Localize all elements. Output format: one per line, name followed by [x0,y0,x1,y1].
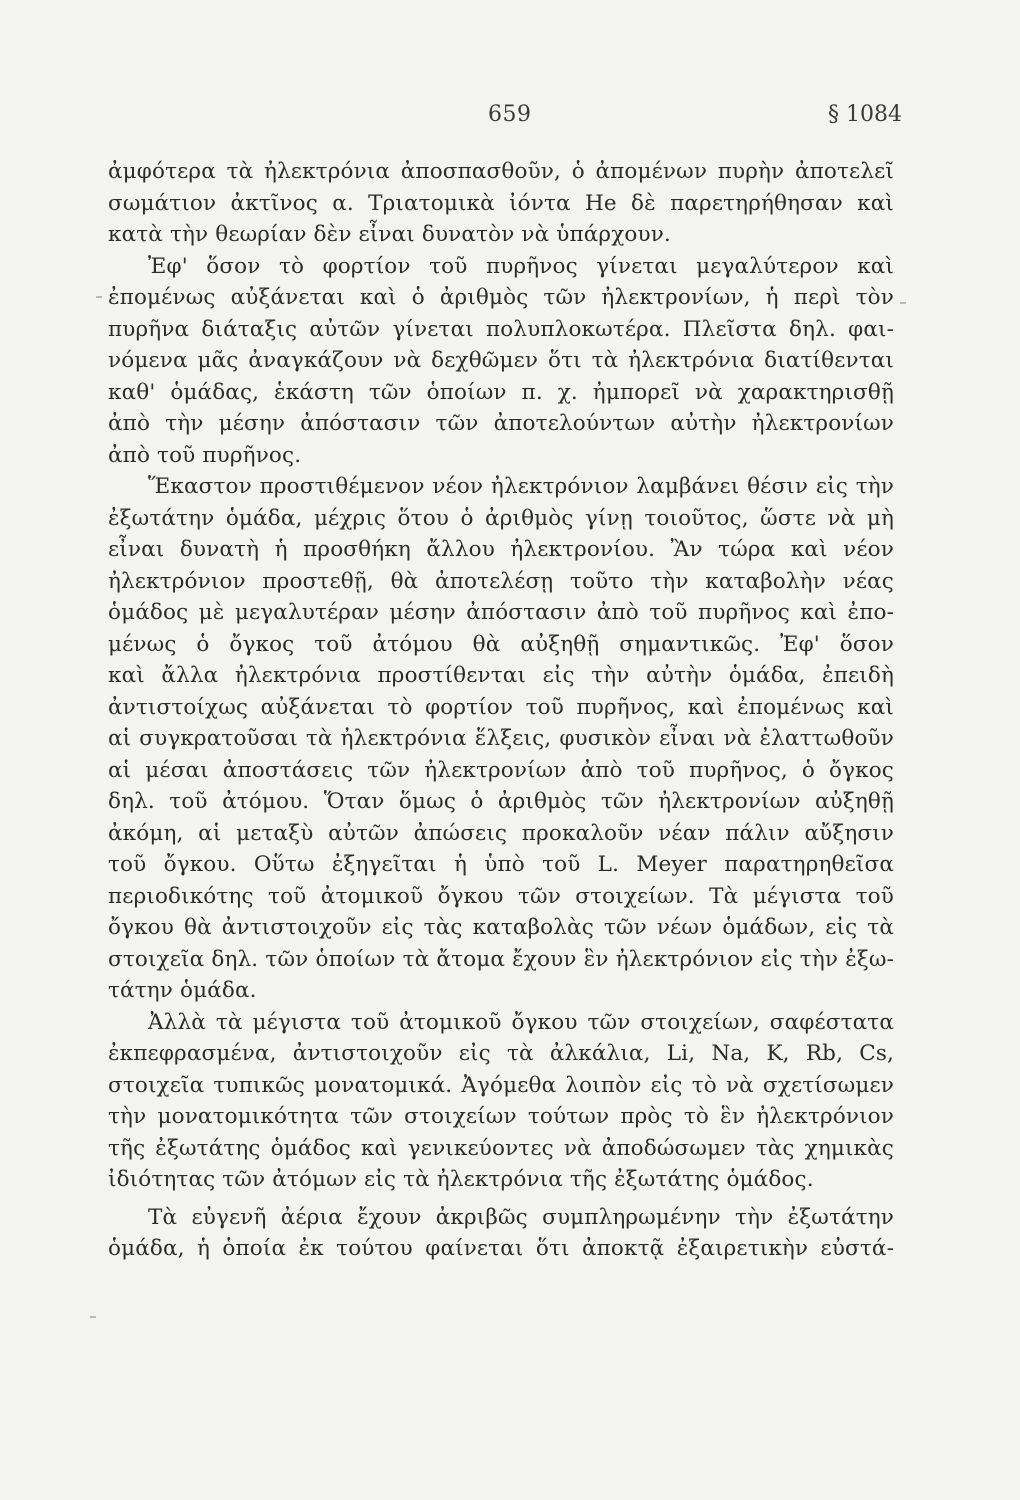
text-line: ἀντιστοίχως αὐξάνεται τὸ φορτίον τοῦ πυρῆνος, καὶ ἐπομένως καὶ [108,694,894,720]
text-line: περιοδικότης τοῦ ἀτομικοῦ ὄγκου τῶν στοιχείων. Τὰ μέγιστα τοῦ [108,883,894,909]
text-line: ἀπὸ τὴν μέσην ἀπόστασιν τῶν ἀποτελούντων αὐτὴν ἠλεκτρονίων [108,411,894,436]
section-number: § 1084 [828,102,902,127]
page-number: 659 [488,102,532,127]
text-line: ὁμάδος μὲ μεγαλυτέραν μέσην ἀπόστασιν ἀπὸ τοῦ πυρῆνος καὶ ἐπο- [108,600,894,625]
text-line: ὄγκου θὰ ἀντιστοιχοῦν εἰς τὰς καταβολὰς τῶν νέων ὁμάδων, εἰς τὰ [108,915,894,940]
text-line: τοῦ ὄγκου. Οὕτω ἐξηγεῖται ἡ ὑπὸ τοῦ L. Meyer παρατηρηθεῖσα [108,852,894,877]
scan-speck [900,302,906,304]
text-line: τῆς ἐξωτάτης ὁμάδος καὶ γενικεύοντες νὰ ἀποδώσωμεν τὰς χημικὰς [108,1135,894,1161]
scan-speck [96,296,102,298]
text-line: μένως ὁ ὄγκος τοῦ ἀτόμου θὰ αὐξηθῇ σημαντικῶς. Ἐφ' ὅσον [108,631,894,657]
text-line: πυρῆνα διάταξις αὐτῶν γίνεται πολυπλοκωτέρα. Πλεῖστα δηλ. φαι- [108,316,894,342]
text-line: καθ' ὁμάδας, ἑκάστη τῶν ὁποίων π. χ. ἠμπορεῖ νὰ χαρακτηρισθῇ [108,379,894,405]
text-line: δηλ. τοῦ ἀτόμου. Ὅταν ὅμως ὁ ἀριθμὸς τῶν ἠλεκτρονίων αὐξηθῇ [108,789,894,814]
text-line: σωμάτιον ἀκτῖνος α. Τριατομικὰ ἰόντα He δὲ παρετηρήθησαν καὶ [108,190,894,216]
text-line: ἠλεκτρόνιον προστεθῇ, θὰ ἀποτελέσῃ τοῦτο τὴν καταβολὴν νέας [108,568,894,594]
text-line: ἀμφότερα τὰ ἠλεκτρόνια ἀποσπασθοῦν, ὁ ἀπομένων πυρὴν ἀποτελεῖ [108,159,894,184]
text-line: στοιχεῖα τυπικῶς μονατομικά. Ἀγόμεθα λοιπὸν εἰς τὸ νὰ σχετίσωμεν [108,1072,894,1098]
text-line: Τὰ εὐγενῆ ἀέρια ἔχουν ἀκριβῶς συμπληρωμένην τὴν ἐξωτάτην [148,1204,894,1230]
text-line: ἐπομένως αὐξάνεται καὶ ὁ ἀριθμὸς τῶν ἠλεκτρονίων, ἡ περὶ τὸν [108,285,894,310]
text-line: ἀπὸ τοῦ πυρῆνος. [108,442,302,468]
text-line: κατὰ τὴν θεωρίαν δὲν εἶναι δυνατὸν νὰ ὑπάρχουν. [108,222,671,247]
text-line: εἶναι δυνατὴ ἡ προσθήκη ἄλλου ἠλεκτρονίου. Ἂν τώρα καὶ νέον [108,537,894,562]
text-line: νόμενα μᾶς ἀναγκάζουν νὰ δεχθῶμεν ὅτι τὰ ἠλεκτρόνια διατίθενται [108,348,894,373]
text-line: στοιχεῖα δηλ. τῶν ὁποίων τὰ ἄτομα ἔχουν ἓν ἠλεκτρόνιον εἰς τὴν ἐξω- [108,946,894,972]
text-line: Ἀλλὰ τὰ μέγιστα τοῦ ἀτομικοῦ ὄγκου τῶν στοιχείων, σαφέστατα [148,1009,894,1035]
text-line: ἐξωτάτην ὁμάδα, μέχρις ὅτου ὁ ἀριθμὸς γίνῃ τοιοῦτος, ὥστε νὰ μὴ [108,505,894,531]
text-line: ὁμάδα, ἡ ὁποία ἐκ τούτου φαίνεται ὅτι ἀποκτᾷ ἐξαιρετικὴν εὐστά- [108,1236,894,1261]
text-line: ἰδιότητας τῶν ἀτόμων εἰς τὰ ἠλεκτρόνια τῆς ἐξωτάτης ὁμάδος. [108,1167,814,1192]
scan-speck [90,1316,96,1318]
body-text [108,156,894,1265]
page-header [0,102,1020,136]
text-line: Ἐφ' ὅσον τὸ φορτίον τοῦ πυρῆνος γίνεται μεγαλύτερον καὶ [148,253,894,279]
text-line: ἀκόμη, αἱ μεταξὺ αὐτῶν ἀπώσεις προκαλοῦν νέαν πάλιν αὔξησιν [108,820,894,846]
text-line: ἐκπεφρασμένα, ἀντιστοιχοῦν εἰς τὰ ἀλκάλια, Li, Na, K, Rb, Cs, [108,1041,894,1066]
text-line: τὴν μονατομικότητα τῶν στοιχείων τούτων πρὸς τὸ ἓν ἠλεκτρόνιον [108,1104,894,1129]
text-line: Ἕκαστον προστιθέμενον νέον ἠλεκτρόνιον λαμβάνει θέσιν εἰς τὴν [148,474,894,499]
text-line: τάτην ὁμάδα. [108,978,257,1003]
text-line: καὶ ἄλλα ἠλεκτρόνια προστίθενται εἰς τὴν αὐτὴν ὁμάδα, ἐπειδὴ [108,663,894,688]
text-line: αἱ μέσαι ἀποστάσεις τῶν ἠλεκτρονίων ἀπὸ τοῦ πυρῆνος, ὁ ὄγκος [108,757,894,783]
text-line: αἱ συγκρατοῦσαι τὰ ἠλεκτρόνια ἕλξεις, φυσικὸν εἶναι νὰ ἐλαττωθοῦν [108,726,894,751]
